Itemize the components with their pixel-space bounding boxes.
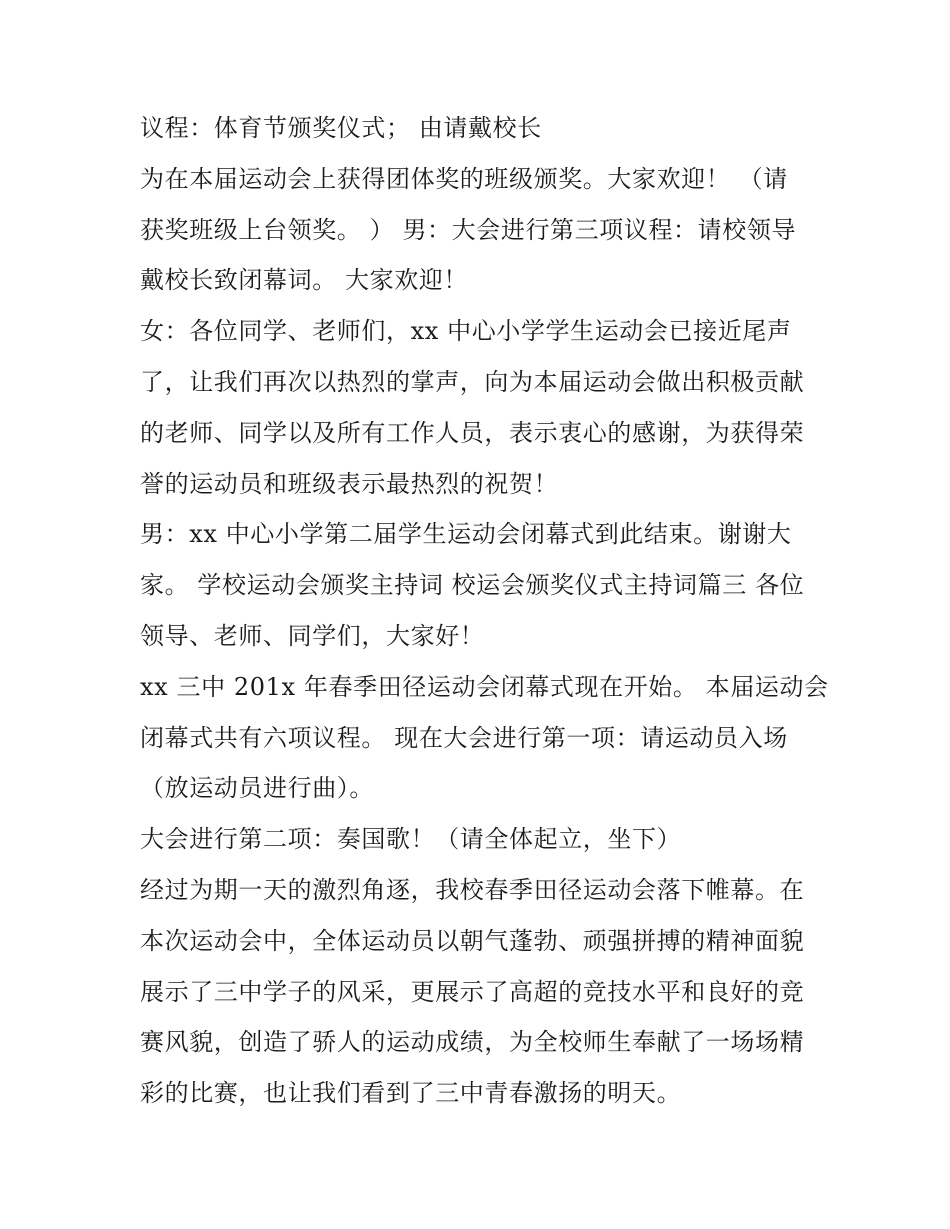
text-line: 议程：体育节颁奖仪式； 由请戴校长 (140, 114, 542, 142)
text-line: 的老师、同学以及所有工作人员，表示衷心的感谢，为获得荣 (140, 418, 805, 447)
text-line: 本次运动会中，全体运动员以朝气蓬勃、顽强拼搏的精神面貌 (140, 926, 805, 955)
text-line: 男：xx 中心小学第二届学生运动会闭幕式到此结束。谢谢大 (140, 520, 792, 549)
text-line: xx 三中 201x 年春季田径运动会闭幕式现在开始。 本届运动会 (140, 672, 829, 701)
text-line: 誉的运动员和班级表示最热烈的祝贺！ (140, 469, 559, 498)
text-line: 闭幕式共有六项议程。 现在大会进行第一项：请运动员入场 (140, 723, 788, 752)
text-line: 家。 学校运动会颁奖主持词 校运会颁奖仪式主持词篇三 各位 (140, 571, 805, 600)
text-line: 了，让我们再次以热烈的掌声，向为本届运动会做出积极贡献 (140, 367, 805, 396)
text-line: 女：各位同学、老师们，xx 中心小学学生运动会已接近尾声 (140, 317, 792, 346)
text-line: 大会进行第二项：奏国歌！（请全体起立，坐下） (140, 825, 682, 854)
document-body (140, 103, 830, 1119)
text-line: 展示了三中学子的风采，更展示了高超的竞技水平和良好的竞 (140, 977, 805, 1006)
text-line: （放运动员进行曲）。 (140, 774, 374, 803)
text-line: 赛风貌，创造了骄人的运动成绩，为全校师生奉献了一场场精 (140, 1028, 805, 1057)
text-line: 领导、老师、同学们，大家好！ (140, 621, 485, 650)
text-line: 彩的比赛，也让我们看到了三中青春激扬的明天。 (140, 1079, 682, 1108)
text-line: 戴校长致闭幕词。 大家欢迎！ (140, 266, 469, 295)
text-line: 获奖班级上台领奖。 ） 男：大会进行第三项议程：请校领导 (140, 215, 797, 244)
text-line: 经过为期一天的激烈角逐，我校春季田径运动会落下帷幕。在 (140, 875, 805, 904)
text-line: 为在本届运动会上获得团体奖的班级颁奖。大家欢迎！ （请 (140, 164, 788, 193)
